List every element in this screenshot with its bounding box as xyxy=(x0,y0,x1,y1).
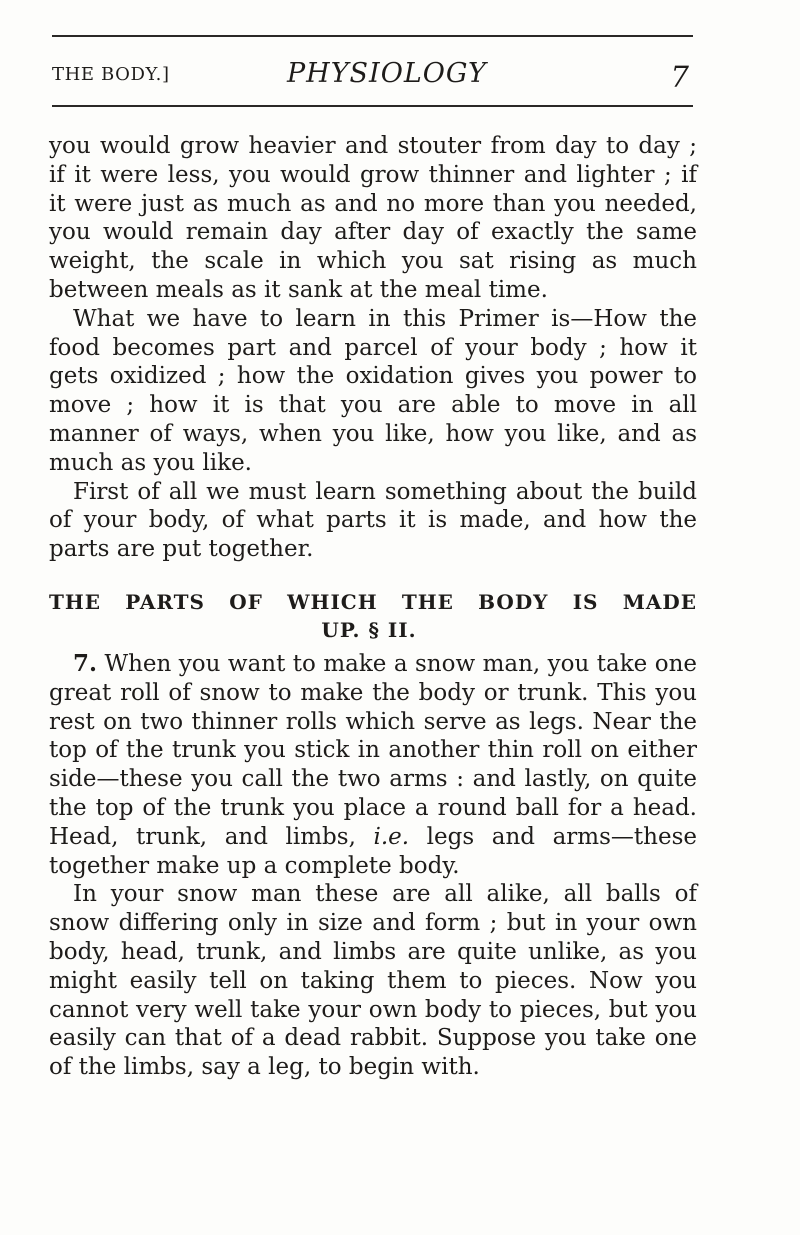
page-body xyxy=(49,132,697,1082)
section-heading xyxy=(49,588,697,644)
paragraph-3: First of all we must learn something about the build of your body, of what parts it is made, and how the parts are put together. xyxy=(49,478,697,563)
section-heading-line-2: UP. § II. xyxy=(321,617,417,642)
section-heading-line-1: THE PARTS OF WHICH THE BODY IS MADE xyxy=(49,589,697,614)
page-number: 7 xyxy=(670,60,689,94)
paragraph-2: What we have to learn in this Primer is—How the food becomes part and parcel of your body ; how it gets oxidized ; how the oxidation gives you power to move ; how it is that you are able to move in all manner of ways, when you like, how you like, and as much as you like. xyxy=(49,305,697,476)
paragraph-1: you would grow heavier and stouter from day to day ; if it were less, you would grow thinner and lighter ; if it were just as much as and no more than you needed, you would remain day after day of exactly the same weight, the scale in which you sat rising as much between meals as it sank at the meal time. xyxy=(49,133,697,303)
paragraph-4 xyxy=(49,650,697,880)
header-bottom-rule xyxy=(52,105,693,107)
paragraph-4-text: When you want to make a snow man, you take one great roll of snow to make the body or trunk. This you rest on two thinner rolls which serve as legs. Near the top of the trunk you stick in another thin roll on either side—these you call the two arms : and lastly, on quite the top of the trunk you place a round ball for a head. Head, trunk, and limbs, i.e. legs and arms—these together make up a complete body. xyxy=(49,650,698,879)
header-top-rule xyxy=(52,35,693,37)
header-section-label: THE BODY.] xyxy=(52,64,170,85)
paragraph-number: 7. xyxy=(73,649,98,677)
running-header xyxy=(52,58,693,94)
paragraph-5: In your snow man these are all alike, all balls of snow differing only in size and form ; but in your own body, head, trunk, and limbs are quite unlike, as you might easily tell on taking them to pieces. Now you cannot very well take your own body to pieces, but you easily can that of a dead rabbit. Suppose you take one of the limbs, say a leg, to begin with. xyxy=(49,881,697,1081)
header-title: PHYSIOLOGY xyxy=(287,58,487,89)
